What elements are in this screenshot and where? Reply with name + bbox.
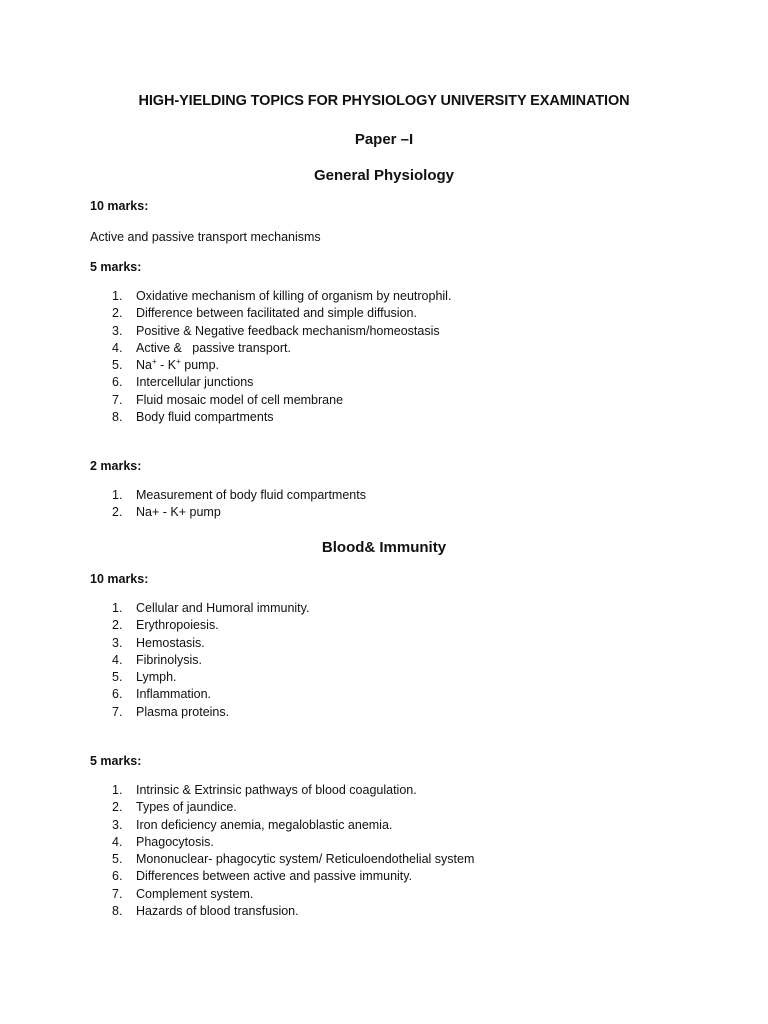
section-heading-blood-immunity: Blood& Immunity (321, 539, 447, 556)
list-item-text: Inflammation. (136, 687, 212, 702)
list-item (0, 669, 768, 686)
list-number: 1. (112, 601, 123, 615)
list-number: 2. (112, 306, 123, 321)
list-item (0, 392, 768, 409)
marks-heading-5: 5 marks: (90, 260, 142, 274)
marks-heading-10: 10 marks: (90, 572, 149, 586)
list-item-text: Body fluid compartments (136, 410, 274, 425)
superscript: + (151, 357, 157, 367)
topic-list-blood-5-marks (0, 782, 768, 920)
list-item (0, 652, 768, 669)
topic-list-general-5-marks (0, 288, 768, 426)
list-item-text: Types of jaundice. (136, 800, 237, 815)
formula-part: Na (136, 358, 152, 373)
superscript: + (176, 357, 181, 367)
formula-part: - K (156, 358, 177, 373)
list-item-text: Erythropoiesis. (136, 618, 219, 633)
list-number: 5. (112, 670, 123, 685)
list-item (0, 288, 768, 305)
list-item (0, 817, 768, 834)
section-heading-general-physiology: General Physiology (313, 167, 455, 184)
list-item-text: Mononuclear- phagocytic system/ Reticuloendothelial system (136, 852, 475, 867)
list-item-text: Hemostasis. (136, 635, 205, 650)
marks-heading-2: 2 marks: (90, 459, 142, 473)
list-item-text: Active & passive transport. (136, 340, 291, 355)
list-number: 4. (112, 834, 123, 849)
list-number: 1. (112, 488, 123, 502)
list-item-text: Complement system. (136, 886, 254, 901)
list-item (0, 305, 768, 322)
list-item-text: Na+ - K+ pump (136, 505, 221, 520)
list-item (0, 600, 768, 617)
list-item (0, 782, 768, 799)
list-item (0, 834, 768, 851)
list-item (0, 868, 768, 885)
list-item-text: Plasma proteins. (136, 704, 230, 719)
list-item-text: Measurement of body fluid compartments (136, 488, 366, 502)
list-item (0, 903, 768, 920)
list-number: 2. (112, 800, 123, 815)
list-item-text: Differences between active and passive immunity. (136, 869, 413, 884)
list-item (0, 617, 768, 634)
list-item (0, 851, 768, 868)
list-item (0, 886, 768, 903)
list-number: 2. (112, 505, 123, 520)
marks-heading-5: 5 marks: (90, 754, 142, 768)
list-number: 4. (112, 652, 123, 667)
list-item-text: Oxidative mechanism of killing of organism by neutrophil. (136, 289, 452, 303)
formula-part: pump. (180, 358, 219, 373)
list-number: 3. (112, 323, 123, 338)
list-item (0, 357, 768, 374)
topic-list-blood-10-marks (0, 600, 768, 721)
list-number: 6. (112, 375, 123, 390)
list-number: 1. (112, 289, 123, 303)
list-number: 2. (112, 618, 123, 633)
list-item (0, 374, 768, 391)
marks-heading-10: 10 marks: (90, 199, 149, 213)
list-number: 6. (112, 869, 123, 884)
list-item (0, 686, 768, 703)
list-number: 7. (112, 704, 123, 719)
list-number: 3. (112, 817, 123, 832)
list-item-text: Hazards of blood transfusion. (136, 904, 299, 919)
list-number: 4. (112, 340, 123, 355)
list-number: 3. (112, 635, 123, 650)
list-item (0, 409, 768, 426)
paper-title: Paper –I (354, 131, 414, 148)
list-item (0, 635, 768, 652)
list-item (0, 504, 768, 521)
list-item-text: Fluid mosaic model of cell membrane (136, 392, 344, 407)
list-item-text: Fibrinolysis. (136, 652, 202, 667)
list-item-text: Cellular and Humoral immunity. (136, 601, 310, 615)
list-number: 1. (112, 783, 123, 797)
topic-list-general-2-marks (0, 487, 768, 522)
list-number: 5. (112, 358, 123, 373)
list-item (0, 487, 768, 504)
list-item-text: Intercellular junctions (136, 375, 254, 390)
list-item-text: Intrinsic & Extrinsic pathways of blood coagulation. (136, 783, 417, 797)
list-item-text: Positive & Negative feedback mechanism/homeostasis (136, 323, 440, 338)
list-number: 8. (112, 904, 123, 919)
list-number: 5. (112, 852, 123, 867)
list-number: 6. (112, 687, 123, 702)
list-number: 7. (112, 392, 123, 407)
list-item (0, 704, 768, 721)
list-number: 7. (112, 886, 123, 901)
document-title: HIGH-YIELDING TOPICS FOR PHYSIOLOGY UNIVERSITY EXAMINATION (138, 93, 630, 109)
list-item-text: Phagocytosis. (136, 834, 214, 849)
list-item-text: Difference between facilitated and simple diffusion. (136, 306, 417, 321)
list-item (0, 323, 768, 340)
list-item-text: Iron deficiency anemia, megaloblastic anemia. (136, 817, 393, 832)
list-item-text (136, 357, 219, 374)
list-item (0, 799, 768, 816)
list-number: 8. (112, 410, 123, 425)
topic-text: Active and passive transport mechanisms (90, 230, 321, 244)
list-item (0, 340, 768, 357)
list-item-text: Lymph. (136, 670, 177, 685)
